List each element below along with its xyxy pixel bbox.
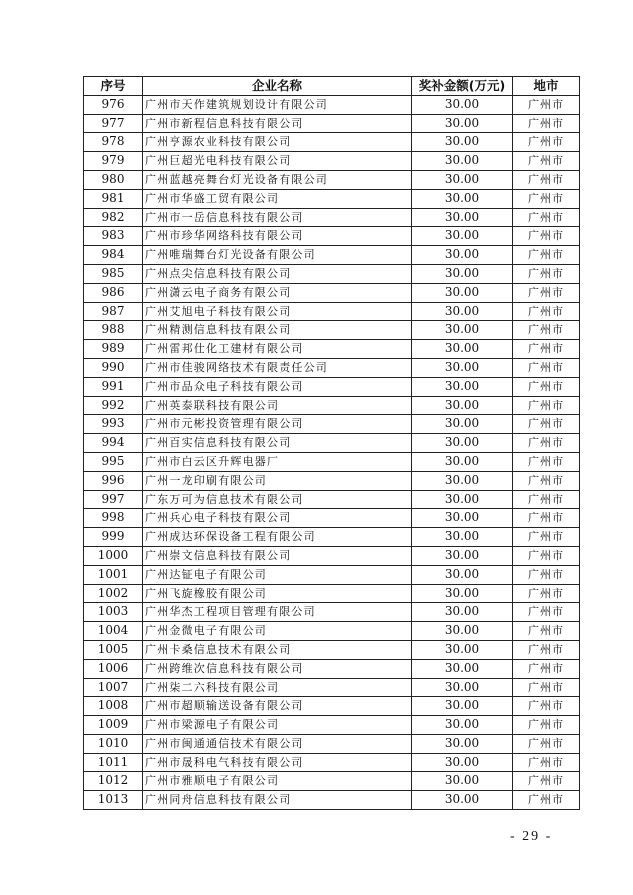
- table-row: [84, 565, 580, 584]
- city-cell: 广州市: [513, 133, 580, 152]
- table-row: [84, 227, 580, 246]
- table-row: [84, 264, 580, 283]
- table-row: [84, 95, 580, 114]
- table-row: [84, 114, 580, 133]
- row-index-cell: 982: [84, 208, 143, 227]
- company-name-cell: 广州华杰工程项目管理有限公司: [143, 603, 412, 622]
- table-row: [84, 659, 580, 678]
- city-cell: 广州市: [513, 358, 580, 377]
- table-row: [84, 697, 580, 716]
- table-row: [84, 189, 580, 208]
- table-row: [84, 208, 580, 227]
- subsidy-amount-cell: 30.00: [412, 302, 513, 321]
- subsidy-amount-cell: 30.00: [412, 509, 513, 528]
- company-name-cell: 广州市白云区升辉电器厂: [143, 452, 412, 471]
- company-name-cell: 广州市梁源电子有限公司: [143, 716, 412, 735]
- subsidy-amount-cell: 30.00: [412, 753, 513, 772]
- table-row: [84, 772, 580, 791]
- subsidy-amount-cell: 30.00: [412, 396, 513, 415]
- row-index-cell: 977: [84, 114, 143, 133]
- city-cell: 广州市: [513, 753, 580, 772]
- table-row: [84, 640, 580, 659]
- table-row: [84, 471, 580, 490]
- city-cell: 广州市: [513, 772, 580, 791]
- table-row: [84, 622, 580, 641]
- subsidy-amount-cell: 30.00: [412, 528, 513, 547]
- company-name-cell: 广州蓝越亮舞台灯光设备有限公司: [143, 170, 412, 189]
- subsidy-amount-cell: 30.00: [412, 321, 513, 340]
- company-name-cell: 广州同舟信息科技有限公司: [143, 791, 412, 810]
- company-name-cell: 广州点尖信息科技有限公司: [143, 264, 412, 283]
- row-index-cell: 985: [84, 264, 143, 283]
- table-row: [84, 358, 580, 377]
- city-cell: 广州市: [513, 452, 580, 471]
- subsidy-amount-cell: 30.00: [412, 114, 513, 133]
- company-name-cell: 广州跨维次信息科技有限公司: [143, 659, 412, 678]
- company-name-cell: 广东万可为信息技术有限公司: [143, 490, 412, 509]
- city-cell: 广州市: [513, 584, 580, 603]
- subsidy-amount-cell: 30.00: [412, 471, 513, 490]
- subsidy-amount-cell: 30.00: [412, 264, 513, 283]
- subsidy-amount-cell: 30.00: [412, 584, 513, 603]
- table-header-row: [84, 77, 580, 96]
- column-header-city: 地市: [513, 77, 580, 96]
- company-name-cell: 广州市晟科电气科技有限公司: [143, 753, 412, 772]
- company-name-cell: 广州潇云电子商务有限公司: [143, 283, 412, 302]
- company-name-cell: 广州艾旭电子科技有限公司: [143, 302, 412, 321]
- city-cell: 广州市: [513, 152, 580, 171]
- row-index-cell: 1010: [84, 734, 143, 753]
- company-name-cell: 广州兵心电子科技有限公司: [143, 509, 412, 528]
- table-row: [84, 302, 580, 321]
- subsidy-amount-cell: 30.00: [412, 659, 513, 678]
- row-index-cell: 981: [84, 189, 143, 208]
- city-cell: 广州市: [513, 396, 580, 415]
- city-cell: 广州市: [513, 208, 580, 227]
- subsidy-amount-cell: 30.00: [412, 283, 513, 302]
- city-cell: 广州市: [513, 659, 580, 678]
- table-row: [84, 791, 580, 810]
- row-index-cell: 1009: [84, 716, 143, 735]
- row-index-cell: 991: [84, 377, 143, 396]
- table-row: [84, 133, 580, 152]
- table-row: [84, 340, 580, 359]
- company-name-cell: 广州市华盛工贸有限公司: [143, 189, 412, 208]
- row-index-cell: 986: [84, 283, 143, 302]
- table-row: [84, 546, 580, 565]
- city-cell: 广州市: [513, 528, 580, 547]
- city-cell: 广州市: [513, 490, 580, 509]
- company-name-cell: 广州市闽通通信技术有限公司: [143, 734, 412, 753]
- city-cell: 广州市: [513, 565, 580, 584]
- subsidy-amount-cell: 30.00: [412, 678, 513, 697]
- company-name-cell: 广州唯瑞舞台灯光设备有限公司: [143, 246, 412, 265]
- row-index-cell: 976: [84, 95, 143, 114]
- city-cell: 广州市: [513, 170, 580, 189]
- row-index-cell: 983: [84, 227, 143, 246]
- company-name-cell: 广州市珍华网络科技有限公司: [143, 227, 412, 246]
- table-row: [84, 415, 580, 434]
- subsidy-amount-cell: 30.00: [412, 170, 513, 189]
- row-index-cell: 1004: [84, 622, 143, 641]
- city-cell: 广州市: [513, 302, 580, 321]
- subsidy-amount-cell: 30.00: [412, 377, 513, 396]
- subsidy-amount-cell: 30.00: [412, 697, 513, 716]
- row-index-cell: 980: [84, 170, 143, 189]
- city-cell: 广州市: [513, 321, 580, 340]
- table-row: [84, 377, 580, 396]
- city-cell: 广州市: [513, 95, 580, 114]
- row-index-cell: 996: [84, 471, 143, 490]
- company-name-cell: 广州英泰联科技有限公司: [143, 396, 412, 415]
- company-name-cell: 广州市佳骏网络技术有限责任公司: [143, 358, 412, 377]
- row-index-cell: 999: [84, 528, 143, 547]
- company-name-cell: 广州巨超光电科技有限公司: [143, 152, 412, 171]
- company-name-cell: 广州市一岳信息科技有限公司: [143, 208, 412, 227]
- row-index-cell: 987: [84, 302, 143, 321]
- subsidy-amount-cell: 30.00: [412, 490, 513, 509]
- row-index-cell: 1007: [84, 678, 143, 697]
- subsidy-amount-cell: 30.00: [412, 340, 513, 359]
- city-cell: 广州市: [513, 697, 580, 716]
- row-index-cell: 997: [84, 490, 143, 509]
- table-row: [84, 716, 580, 735]
- city-cell: 广州市: [513, 716, 580, 735]
- table-row: [84, 452, 580, 471]
- subsidy-amount-cell: 30.00: [412, 452, 513, 471]
- city-cell: 广州市: [513, 791, 580, 810]
- company-name-cell: 广州市天作建筑规划设计有限公司: [143, 95, 412, 114]
- row-index-cell: 1013: [84, 791, 143, 810]
- table-row: [84, 246, 580, 265]
- company-name-cell: 广州一龙印刷有限公司: [143, 471, 412, 490]
- row-index-cell: 979: [84, 152, 143, 171]
- company-name-cell: 广州飞旋橡胶有限公司: [143, 584, 412, 603]
- city-cell: 广州市: [513, 509, 580, 528]
- company-name-cell: 广州达钲电子有限公司: [143, 565, 412, 584]
- subsidy-amount-cell: 30.00: [412, 640, 513, 659]
- subsidy-amount-cell: 30.00: [412, 434, 513, 453]
- column-header-subsidy-amount: 奖补金额(万元): [412, 77, 513, 96]
- company-name-cell: 广州亨源农业科技有限公司: [143, 133, 412, 152]
- subsidy-amount-cell: 30.00: [412, 734, 513, 753]
- row-index-cell: 1006: [84, 659, 143, 678]
- city-cell: 广州市: [513, 340, 580, 359]
- table-row: [84, 734, 580, 753]
- table-body: [84, 95, 580, 809]
- company-name-cell: 广州百实信息科技有限公司: [143, 434, 412, 453]
- subsidy-amount-cell: 30.00: [412, 415, 513, 434]
- subsidy-amount-cell: 30.00: [412, 716, 513, 735]
- table-row: [84, 603, 580, 622]
- column-header-index: 序号: [84, 77, 143, 96]
- city-cell: 广州市: [513, 189, 580, 208]
- subsidy-amount-cell: 30.00: [412, 95, 513, 114]
- city-cell: 广州市: [513, 734, 580, 753]
- company-name-cell: 广州市新程信息科技有限公司: [143, 114, 412, 133]
- city-cell: 广州市: [513, 434, 580, 453]
- row-index-cell: 998: [84, 509, 143, 528]
- row-index-cell: 1002: [84, 584, 143, 603]
- row-index-cell: 995: [84, 452, 143, 471]
- row-index-cell: 994: [84, 434, 143, 453]
- row-index-cell: 988: [84, 321, 143, 340]
- table-row: [84, 509, 580, 528]
- table-row: [84, 170, 580, 189]
- table-row: [84, 152, 580, 171]
- company-name-cell: 广州成达环保设备工程有限公司: [143, 528, 412, 547]
- company-name-cell: 广州金微电子有限公司: [143, 622, 412, 641]
- table-row: [84, 434, 580, 453]
- city-cell: 广州市: [513, 546, 580, 565]
- row-index-cell: 989: [84, 340, 143, 359]
- city-cell: 广州市: [513, 622, 580, 641]
- table-row: [84, 528, 580, 547]
- table-row: [84, 396, 580, 415]
- city-cell: 广州市: [513, 227, 580, 246]
- table-row: [84, 283, 580, 302]
- row-index-cell: 992: [84, 396, 143, 415]
- company-name-cell: 广州市雅顺电子有限公司: [143, 772, 412, 791]
- company-name-cell: 广州市超顺输送设备有限公司: [143, 697, 412, 716]
- row-index-cell: 1001: [84, 565, 143, 584]
- subsidy-amount-cell: 30.00: [412, 546, 513, 565]
- subsidy-amount-cell: 30.00: [412, 208, 513, 227]
- row-index-cell: 1012: [84, 772, 143, 791]
- column-header-company-name: 企业名称: [143, 77, 412, 96]
- city-cell: 广州市: [513, 678, 580, 697]
- subsidy-amount-cell: 30.00: [412, 772, 513, 791]
- city-cell: 广州市: [513, 603, 580, 622]
- city-cell: 广州市: [513, 377, 580, 396]
- page-number: - 29 -: [510, 829, 553, 844]
- city-cell: 广州市: [513, 640, 580, 659]
- table-row: [84, 321, 580, 340]
- row-index-cell: 1008: [84, 697, 143, 716]
- company-name-cell: 广州卡桑信息技术有限公司: [143, 640, 412, 659]
- table-row: [84, 753, 580, 772]
- subsidy-amount-cell: 30.00: [412, 603, 513, 622]
- table-row: [84, 584, 580, 603]
- row-index-cell: 1000: [84, 546, 143, 565]
- company-name-cell: 广州市品众电子科技有限公司: [143, 377, 412, 396]
- subsidy-amount-cell: 30.00: [412, 565, 513, 584]
- subsidy-amount-cell: 30.00: [412, 189, 513, 208]
- subsidy-amount-cell: 30.00: [412, 152, 513, 171]
- row-index-cell: 993: [84, 415, 143, 434]
- city-cell: 广州市: [513, 415, 580, 434]
- subsidy-amount-cell: 30.00: [412, 133, 513, 152]
- subsidy-amount-cell: 30.00: [412, 246, 513, 265]
- row-index-cell: 978: [84, 133, 143, 152]
- row-index-cell: 1003: [84, 603, 143, 622]
- enterprise-subsidy-table: [83, 76, 580, 810]
- subsidy-amount-cell: 30.00: [412, 622, 513, 641]
- subsidy-amount-cell: 30.00: [412, 358, 513, 377]
- row-index-cell: 1005: [84, 640, 143, 659]
- subsidy-amount-cell: 30.00: [412, 227, 513, 246]
- company-name-cell: 广州市元彬投资管理有限公司: [143, 415, 412, 434]
- row-index-cell: 1011: [84, 753, 143, 772]
- company-name-cell: 广州崇文信息科技有限公司: [143, 546, 412, 565]
- subsidy-amount-cell: 30.00: [412, 791, 513, 810]
- city-cell: 广州市: [513, 246, 580, 265]
- company-name-cell: 广州柒二六科技有限公司: [143, 678, 412, 697]
- city-cell: 广州市: [513, 114, 580, 133]
- table-row: [84, 678, 580, 697]
- table-row: [84, 490, 580, 509]
- company-name-cell: 广州雷邦仕化工建材有限公司: [143, 340, 412, 359]
- enterprise-subsidy-table-container: [83, 76, 579, 810]
- city-cell: 广州市: [513, 471, 580, 490]
- company-name-cell: 广州精测信息科技有限公司: [143, 321, 412, 340]
- city-cell: 广州市: [513, 264, 580, 283]
- city-cell: 广州市: [513, 283, 580, 302]
- row-index-cell: 990: [84, 358, 143, 377]
- row-index-cell: 984: [84, 246, 143, 265]
